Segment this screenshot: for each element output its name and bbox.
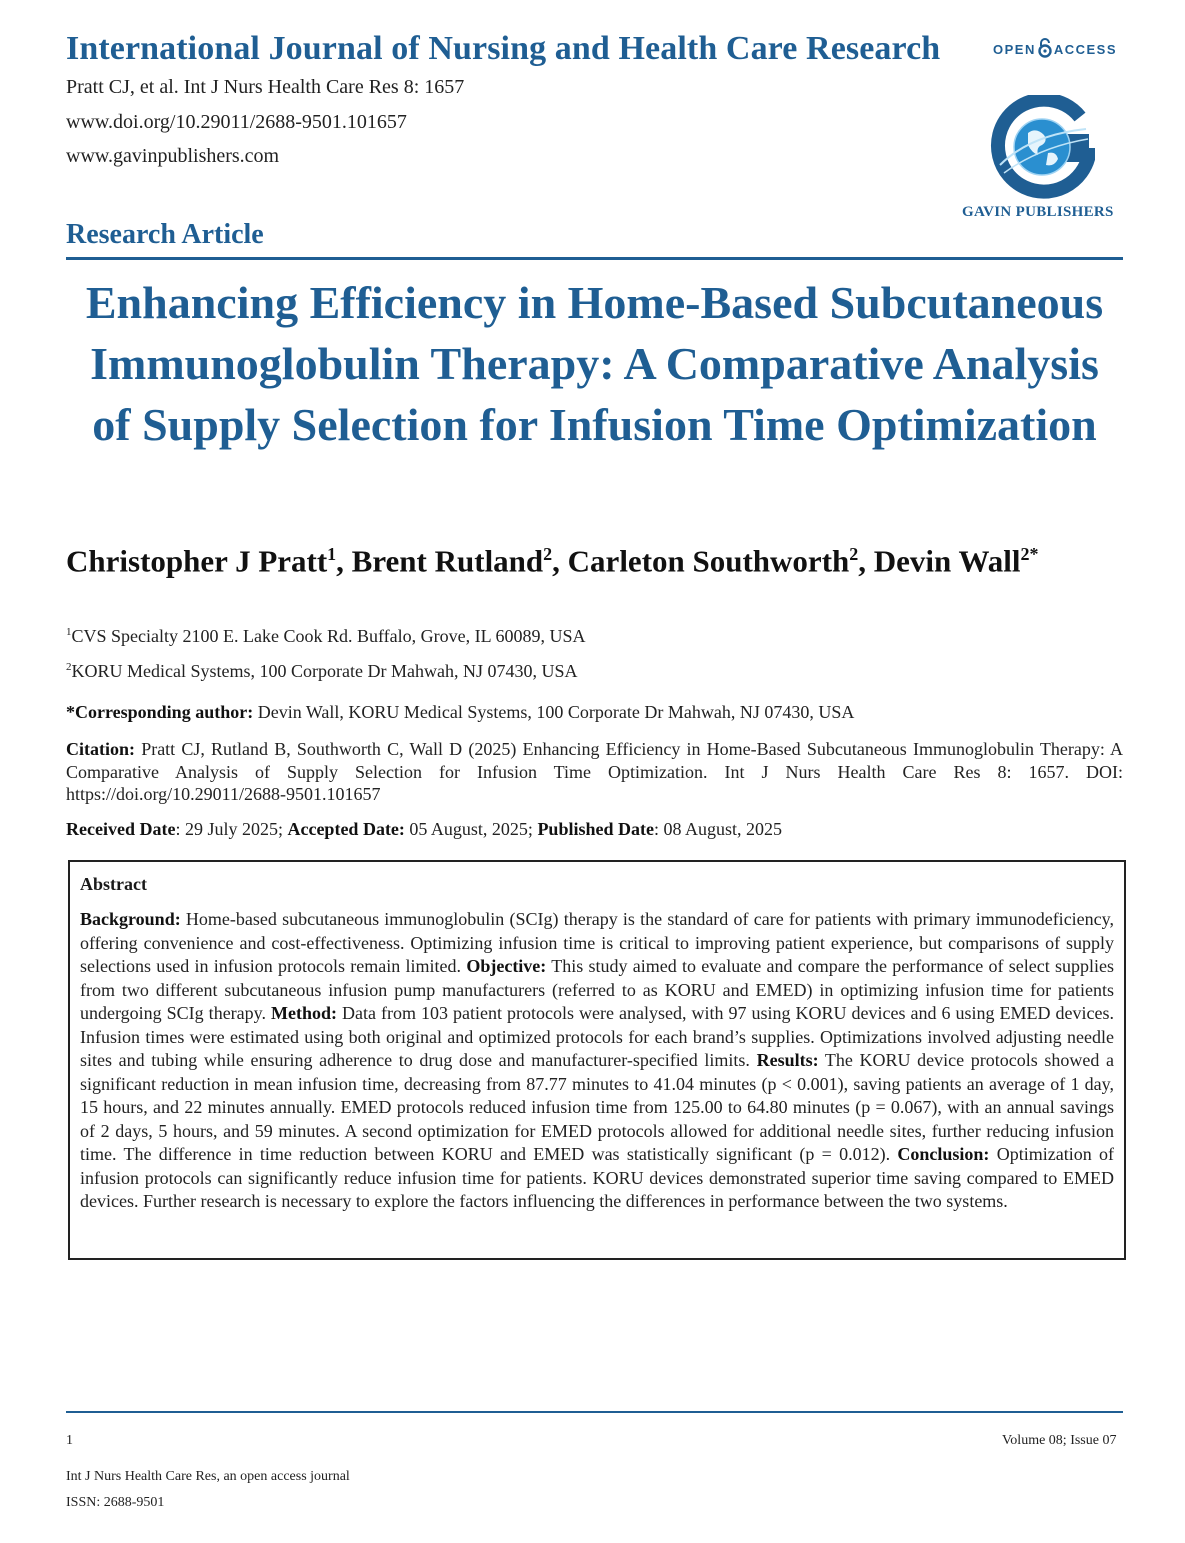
- author-name: Carleton Southworth: [567, 543, 850, 579]
- affiliation-number: 1: [66, 626, 72, 638]
- conclusion-label: Conclusion:: [897, 1144, 990, 1164]
- author-separator: ,: [336, 543, 352, 579]
- access-label: ACCESS: [1053, 42, 1118, 57]
- gavin-globe-logo-icon: [990, 95, 1095, 200]
- author-affiliation-marker: 2: [849, 544, 859, 564]
- publisher-website-link[interactable]: www.gavinpublishers.com: [66, 145, 280, 167]
- affiliation-1: [66, 626, 585, 647]
- open-label: OPEN: [993, 42, 1036, 57]
- article-type: Research Article: [66, 219, 264, 250]
- corresponding-text: Devin Wall, KORU Medical Systems, 100 Corporate Dr Mahwah, NJ 07430, USA: [257, 702, 855, 722]
- author-affiliation-marker: 2*: [1020, 544, 1039, 564]
- author-affiliation-marker: 2: [543, 544, 553, 564]
- author-separator: ,: [552, 543, 568, 579]
- citation-block: [66, 738, 1123, 806]
- abstract-text: [80, 908, 1114, 1214]
- journal-title: International Journal of Nursing and Health Care Research: [66, 30, 941, 67]
- issn: ISSN: 2688-9501: [66, 1495, 165, 1510]
- article-dates: [66, 819, 1123, 840]
- background-label: Background:: [80, 909, 181, 929]
- received-label: Received Date: [66, 819, 176, 839]
- journal-note: Int J Nurs Health Care Res, an open access journal: [66, 1469, 350, 1484]
- open-access-badge: [993, 38, 1117, 61]
- footer-divider: [66, 1411, 1123, 1413]
- affiliation-2: [66, 661, 577, 682]
- results-label: Results:: [756, 1050, 819, 1070]
- publisher-name: GAVIN PUBLISHERS: [962, 204, 1114, 220]
- objective-label: Objective:: [466, 956, 547, 976]
- corresponding-label: *Corresponding author:: [66, 702, 254, 722]
- author-name: Devin Wall: [873, 543, 1021, 579]
- conclusion-text: Optimization of infusion protocols can significantly reduce infusion time for patients. KORU devices demonstrated superior time saving compared to EMED devices. Further research is necessary to explore the factors influencing the differences in performance between the two systems.: [80, 1144, 1114, 1211]
- accepted-date: 05 August, 2025;: [404, 819, 538, 839]
- affiliation-text: KORU Medical Systems, 100 Corporate Dr Mahwah, NJ 07430, USA: [71, 661, 578, 681]
- affiliation-number: 2: [66, 661, 72, 673]
- volume-issue: Volume 08; Issue 07: [1002, 1433, 1117, 1448]
- corresponding-author: [66, 702, 1123, 723]
- method-text: Data from 103 patient protocols were analysed, with 97 using KORU devices and 6 using EMED devices. Infusion times were estimated using both original and optimized protocols for each brand’s supplies. Optimizations involved adjusting needle sites and tubing while ensuring adherence to drug dose and manufacturer-specified limits.: [80, 1003, 1114, 1070]
- abstract-heading: Abstract: [80, 874, 147, 894]
- published-date: : 08 August, 2025: [653, 819, 782, 839]
- affiliation-text: CVS Specialty 2100 E. Lake Cook Rd. Buffalo, Grove, IL 60089, USA: [71, 626, 586, 646]
- accepted-label: Accepted Date:: [287, 819, 405, 839]
- citation-text: Pratt CJ, Rutland B, Southworth C, Wall D (2025) Enhancing Efficiency in Home-Based Subcutaneous Immunoglobulin Therapy: A Comparative Analysis of Supply Selection for Infusion Time Optimization. Int J Nurs Health Care Res 8: 1657. DOI: https://doi.org/10.29011/2688-9501.101657: [66, 739, 1124, 804]
- author-name: Brent Rutland: [351, 543, 544, 579]
- published-label: Published Date: [537, 819, 654, 839]
- header-divider: [66, 257, 1123, 260]
- citation-short: Pratt CJ, et al. Int J Nurs Health Care Res 8: 1657: [66, 76, 465, 98]
- author-affiliation-marker: 1: [327, 544, 337, 564]
- article-title: Enhancing Efficiency in Home-Based Subcutaneous Immunoglobulin Therapy: A Comparative Analysis of Supply Selection for Infusion Time Optimization: [85, 277, 1104, 450]
- author-separator: ,: [858, 543, 874, 579]
- objective-text: This study aimed to evaluate and compare the performance of select supplies from two different subcutaneous infusion pump manufacturers (referred to as KORU and EMED) in optimizing infusion time for patients undergoing SCIg therapy.: [80, 956, 1114, 1023]
- results-text: The KORU device protocols showed a significant reduction in mean infusion time, decreasing from 87.77 minutes to 41.04 minutes (p < 0.001), saving patients an average of 1 day, 15 hours, and 22 minutes annually. EMED protocols reduced infusion time from 125.00 to 64.80 minutes (p = 0.067), with an annual savings of 2 days, 5 hours, and 59 minutes. A second optimization for EMED protocols allowed for additional needle sites, further reducing infusion time. The difference in time reduction between KORU and EMED was statistically significant (p = 0.012).: [80, 1050, 1114, 1164]
- abstract-box: [68, 860, 1126, 1260]
- author-list: [66, 536, 1123, 579]
- author-name: Christopher J Pratt: [66, 543, 328, 579]
- citation-label: Citation:: [66, 739, 135, 759]
- open-lock-icon: [1038, 38, 1052, 61]
- doi-link[interactable]: www.doi.org/10.29011/2688-9501.101657: [66, 111, 407, 133]
- page-number: 1: [66, 1433, 73, 1448]
- received-date: : 29 July 2025;: [175, 819, 288, 839]
- background-text: Home-based subcutaneous immunoglobulin (SCIg) therapy is the standard of care for patients with primary immunodeficiency, offering convenience and cost-effectiveness. Optimizing infusion time is critical to improving patient experience, but comparisons of supply selections used in infusion protocols remain limited.: [80, 909, 1114, 976]
- method-label: Method:: [271, 1003, 338, 1023]
